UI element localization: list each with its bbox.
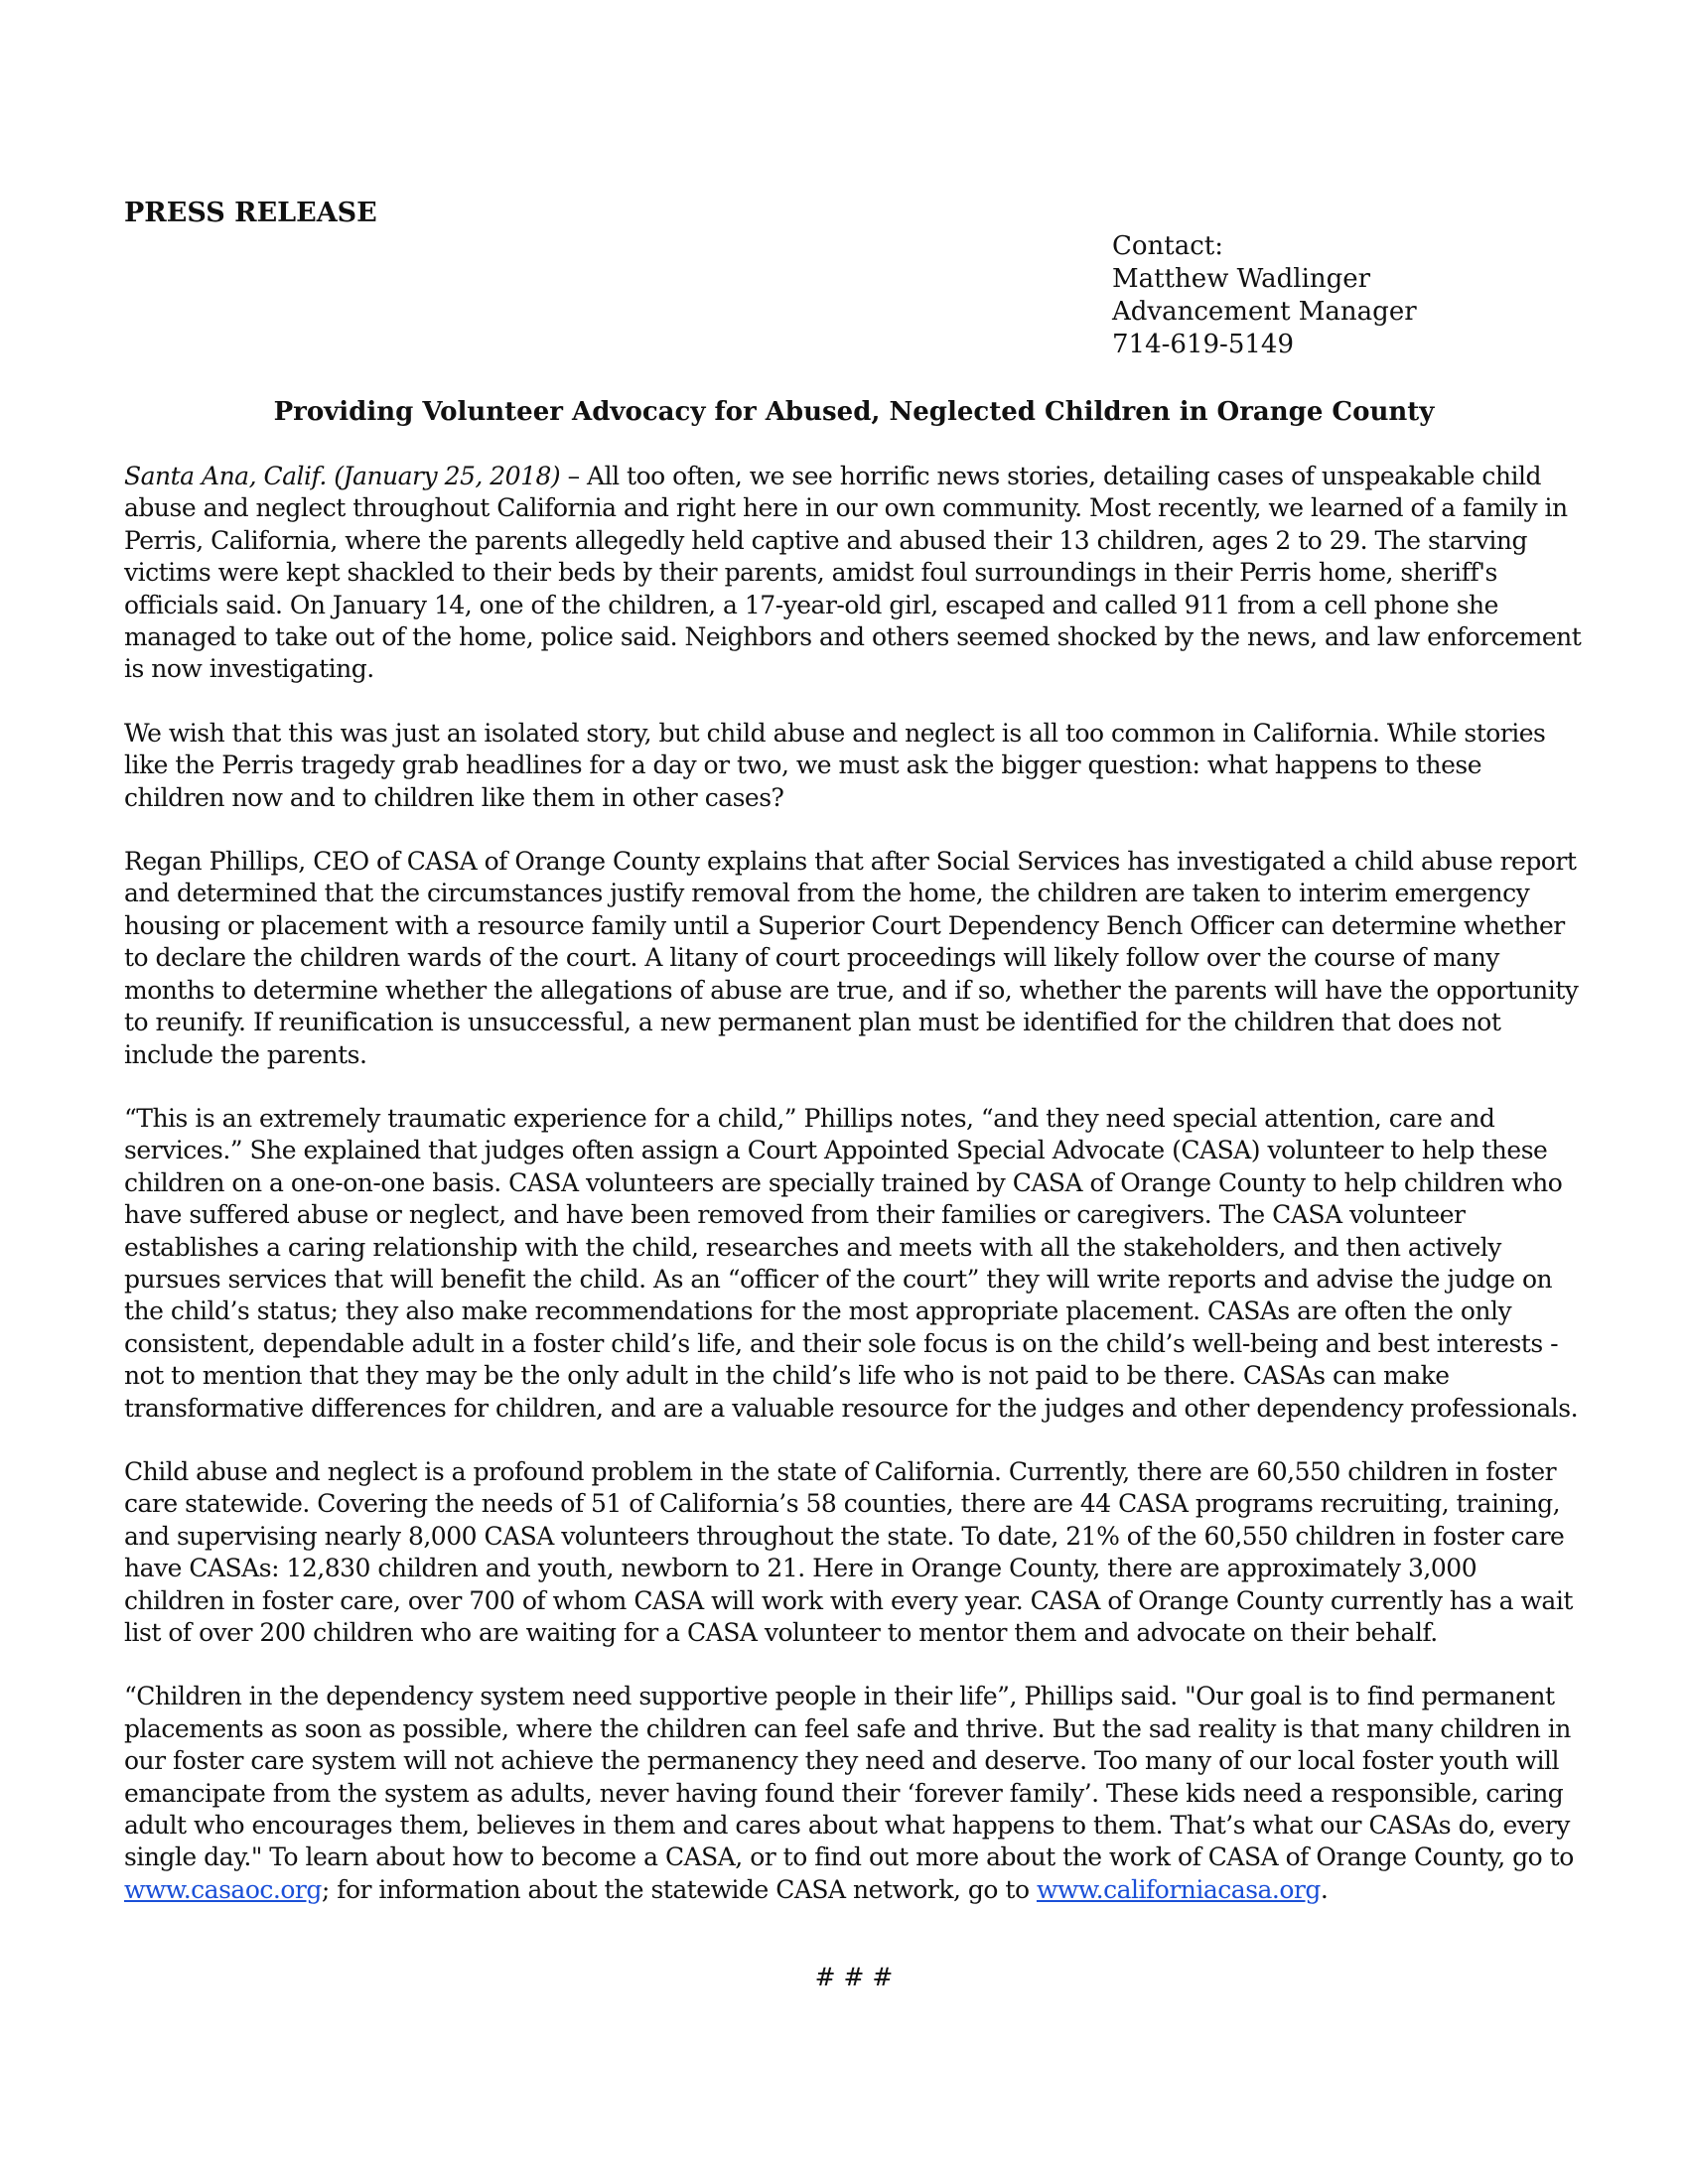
- paragraph-4: “This is an extremely traumatic experience for a child,” Phillips notes, “and they need special attention, care and services.” She explained that judges often assign a Court Appointed Special Advocate (CASA) volunteer to help these children on a one-on-one basis. CASA volunteers are specially trained by CASA of Orange County to help children who have suffered abuse or neglect, and have been removed from their families or caregivers. The CASA volunteer establishes a caring relationship with the child, researches and meets with all the stakeholders, and then actively pursues services that will benefit the child. As an “officer of the court” they will write reports and advise the judge on the child’s status; they also make recommendations for the most appropriate placement. CASAs are often the only consistent, dependable adult in a foster child’s life, and their sole focus is on the child’s well-being and best interests - not to mention that they may be the only adult in the child’s life who is not paid to be there. CASAs can make transformative differences for children, and are a valuable resource for the judges and other dependency professionals.: [124, 1103, 1579, 1423]
- paragraph-5: Child abuse and neglect is a profound problem in the state of California. Currently, there are 60,550 children in foster care statewide. Covering the needs of 51 of California’s 58 counties, there are 44 CASA programs recruiting, training, and supervising nearly 8,000 CASA volunteers throughout the state. To date, 21% of the 60,550 children in foster care have CASAs: 12,830 children and youth, newborn to 21. Here in Orange County, there are approximately 3,000 children in foster care, over 700 of whom CASA will work with every year. CASA of Orange County currently has a wait list of over 200 children who are waiting for a CASA volunteer to mentor them and advocate on their behalf.: [124, 1456, 1573, 1647]
- headline: Providing Volunteer Advocacy for Abused, Neglected Children in Orange County: [273, 397, 1435, 427]
- paragraph-6-text: “Children in the dependency system need supportive people in their life”, Phillips said. "Our goal is to find permanent placements as soon as possible, where the children can feel safe and thrive. But the sad reality is that many children in our foster care system will not achieve the permanency they need and deserve. Too many of our local foster youth will emancipate from the system as adults, never having found their ‘forever family’. These kids need a responsible, caring adult who encourages them, believes in them and cares about what happens to them. That’s what our CASAs do, every single day." To learn about how to become a CASA, or to find out more about the work of CASA of Orange County, go to: [124, 1682, 1574, 1872]
- casaoc-link[interactable]: www.casaoc.org: [124, 1874, 322, 1904]
- paragraph-1: [124, 461, 1584, 686]
- contact-name: Matthew Wadlinger: [1112, 264, 1371, 294]
- dateline: Santa Ana, Calif. (January 25, 2018): [124, 462, 561, 490]
- paragraph-2: We wish that this was just an isolated story, but child abuse and neglect is all too common in California. While stories like the Perris tragedy grab headlines for a day or two, we must ask the bigger question: what happens to these children now and to children like them in other cases?: [124, 718, 1546, 812]
- contact-block: [1112, 230, 1417, 361]
- paragraph-3: Regan Phillips, CEO of CASA of Orange County explains that after Social Services has investigated a child abuse report and determined that the circumstances justify removal from the home, the children are taken to interim emergency housing or placement with a resource family until a Superior Court Dependency Bench Officer can determine whether to declare the children wards of the court. A litany of court proceedings will likely follow over the course of many months to determine whether the allegations of abuse are true, and if so, whether the parents will have the opportunity to reunify. If reunification is unsuccessful, a new permanent plan must be identified for the children that does not include the parents.: [124, 847, 1579, 1069]
- closing-period: .: [1320, 1874, 1329, 1904]
- link-connector-text: ; for information about the statewide CASA network, go to: [321, 1874, 1037, 1904]
- paragraph-1-text: – All too often, we see horrific news stories, detailing cases of unspeakable child abuse and neglect throughout California and right here in our own community. Most recently, we learned of a family in Perris, California, where the parents allegedly held captive and abused their 13 children, ages 2 to 29. The starving victims were kept shackled to their beds by their parents, amidst foul surroundings in their Perris home, sheriff's officials said. On January 14, one of the children, a 17-year-old girl, escaped and called 911 from a cell phone she managed to take out of the home, police said. Neighbors and others seemed shocked by the news, and law enforcement is now investigating.: [124, 462, 1582, 684]
- californiacasa-link[interactable]: www.californiacasa.org: [1036, 1874, 1321, 1904]
- press-release-label: PRESS RELEASE: [124, 198, 377, 228]
- paragraph-6: [124, 1681, 1584, 1906]
- contact-title: Advancement Manager: [1112, 297, 1417, 327]
- contact-phone: 714-619-5149: [1112, 330, 1294, 359]
- article-body: [124, 461, 1584, 1938]
- press-release-page: [124, 197, 1584, 1991]
- end-marker: # # #: [814, 1963, 894, 1991]
- contact-heading: Contact:: [1112, 231, 1224, 261]
